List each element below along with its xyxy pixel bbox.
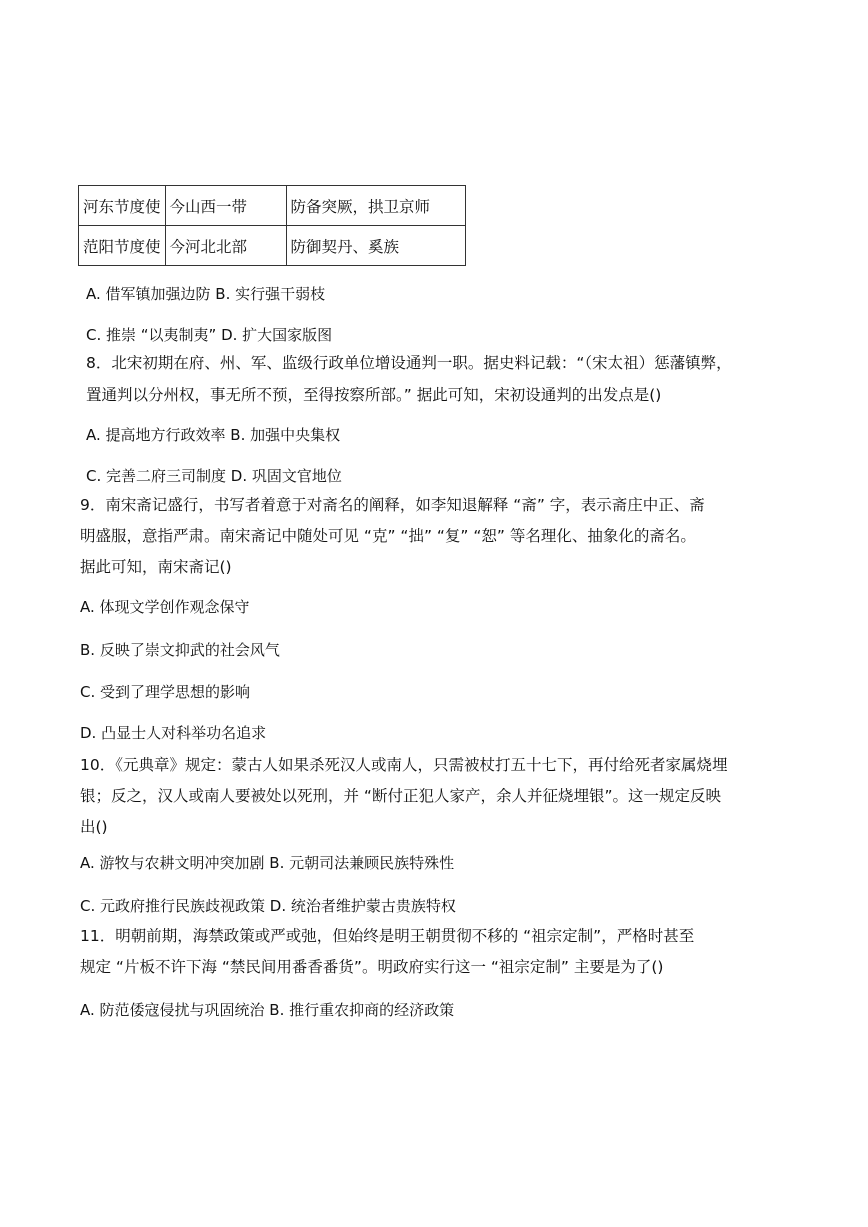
table-cell: 今河北北部 <box>165 226 286 266</box>
q10-stem-line-1: 10．《元典章》规定：蒙古人如果杀死汉人或南人，只需被杖打五十七下，再付给死者家属烧埋 <box>80 756 728 774</box>
q8-stem-line-1: 8．北宋初期在府、州、军、监级行政单位增设通判一职。据史料记载：“（宋太祖）惩藩镇弊， <box>86 354 732 372</box>
q7-options-line-2: C. 推崇 “以夷制夷” D. 扩大国家版图 <box>86 326 333 344</box>
table-cell: 范阳节度使 <box>79 226 166 266</box>
q9-option-b: B. 反映了崇文抑武的社会风气 <box>80 641 280 659</box>
table-row <box>79 226 466 266</box>
q7-options-line-1: A. 借军镇加强边防 B. 实行强干弱枝 <box>86 285 326 303</box>
q10-stem-line-3: 出() <box>80 818 108 836</box>
table-cell: 防备突厥，拱卫京师 <box>286 186 465 226</box>
table-row <box>79 186 466 226</box>
region-table <box>78 185 466 266</box>
q11-stem-line-2: 规定 “片板不许下海 “禁民间用番香番货”。明政府实行这一 “祖宗定制” 主要是为了() <box>80 958 664 976</box>
q11-stem-line-1: 11．明朝前期，海禁政策或严或弛，但始终是明王朝贯彻不移的 “祖宗定制”，严格时甚至 <box>80 927 695 945</box>
q8-stem-line-2: 置通判以分州权，事无所不预，至得按察所部。” 据此可知，宋初设通判的出发点是() <box>86 386 662 404</box>
q10-stem-line-2: 银；反之，汉人或南人要被处以死刑，并 “断付正犯人家产，余人并征烧埋银”。这一规定反映 <box>80 787 721 805</box>
q9-option-c: C. 受到了理学思想的影响 <box>80 683 251 701</box>
q9-option-d: D. 凸显士人对科举功名追求 <box>80 724 267 742</box>
q9-option-a: A. 体现文学创作观念保守 <box>80 598 250 616</box>
q8-options-line-1: A. 提高地方行政效率 B. 加强中央集权 <box>86 426 341 444</box>
table-cell: 今山西一带 <box>165 186 286 226</box>
q9-stem-line-1: 9．南宋斋记盛行，书写者着意于对斋名的阐释，如李知退解释 “斋” 字，表示斋庄中正、斋 <box>80 496 705 514</box>
table-cell: 防御契丹、奚族 <box>286 226 465 266</box>
table-cell: 河东节度使 <box>79 186 166 226</box>
q11-options-line-1: A. 防范倭寇侵扰与巩固统治 B. 推行重农抑商的经济政策 <box>80 1001 455 1019</box>
q8-options-line-2: C. 完善二府三司制度 D. 巩固文官地位 <box>86 467 342 485</box>
q10-options-line-1: A. 游牧与农耕文明冲突加剧 B. 元朝司法兼顾民族特殊性 <box>80 854 455 872</box>
q9-stem-line-3: 据此可知，南宋斋记() <box>80 558 232 576</box>
q10-options-line-2: C. 元政府推行民族歧视政策 D. 统治者维护蒙古贵族特权 <box>80 897 456 915</box>
q9-stem-line-2: 明盛服，意指严肃。南宋斋记中随处可见 “克” “拙” “复” “恕” 等名理化、抽象化的斋名。 <box>80 527 696 545</box>
